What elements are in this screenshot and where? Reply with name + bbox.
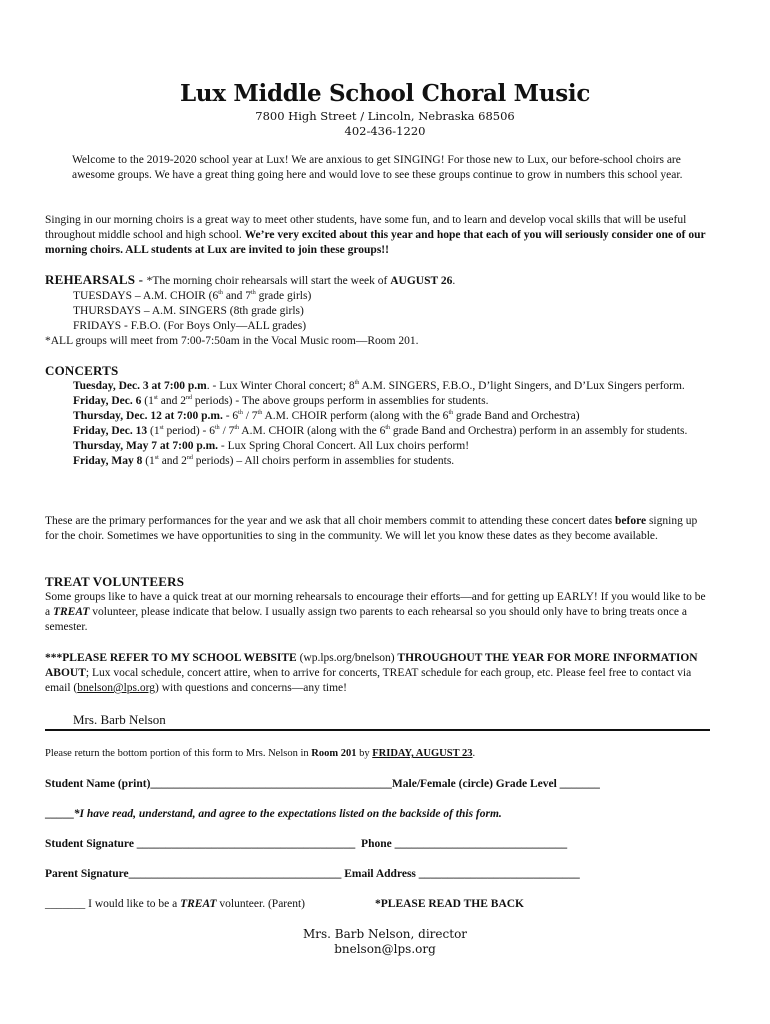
agreement-text: *I have read, understand, and agree to the expectations listed on the backside of this form.: [73, 808, 502, 820]
concert-4-text-b: period) - 6: [163, 425, 216, 437]
concert-item: [45, 454, 705, 469]
read-back-note: [375, 897, 675, 912]
treat-text-a: Some groups like to have a quick treat at our morning rehearsals to encourage their efforts—and for getting up EARLY! If you would like to be a: [45, 591, 706, 618]
rehearsal-friday: FRIDAYS - F.B.O. (For Boys Only—ALL grades): [73, 320, 307, 332]
concert-2-text-a: (1: [141, 395, 154, 407]
rehearsals-lead: *The morning choir rehearsals will start the week of: [146, 275, 391, 287]
treat-heading: TREAT VOLUNTEERS: [45, 574, 185, 589]
return-end: .: [472, 748, 476, 759]
concert-item: [45, 439, 705, 454]
concert-3-sup-1: th: [238, 410, 243, 417]
return-text-b: by: [356, 748, 373, 759]
concert-4-sup-4: th: [385, 425, 391, 432]
concert-1-date: Tuesday, Dec. 3 at 7:00 p.m: [73, 380, 207, 392]
agreement-blank[interactable]: _____: [45, 808, 74, 820]
tuesday-sup-1: th: [218, 290, 223, 297]
concert-3-text-a: - 6: [222, 410, 239, 422]
concert-4-text-a: (1: [147, 425, 160, 437]
tuesday-text-b: and 7: [222, 290, 252, 302]
concert-4-sup-2: th: [215, 425, 220, 432]
concert-item: [45, 379, 705, 394]
concert-6-sup-2: nd: [186, 455, 193, 462]
rehearsals-section: [45, 272, 705, 349]
concert-6-text-c: periods) – All choirs perform in assemblies for students.: [192, 455, 455, 467]
rehearsals-heading-line: [45, 272, 705, 289]
concert-6-date: Friday, May 8: [73, 455, 143, 467]
website-url: (wp.lps.org/bnelson): [296, 652, 398, 664]
page-title: Lux Middle School Choral Music: [179, 80, 591, 107]
footer-email: bnelson@lps.org: [334, 942, 436, 956]
concerts-heading: CONCERTS: [45, 363, 119, 378]
concert-4-date: Friday, Dec. 13: [73, 425, 148, 437]
rehearsal-tuesday: [45, 289, 705, 304]
tuesday-sup-2: th: [251, 290, 256, 297]
agreement-field[interactable]: [45, 807, 705, 822]
concert-4-text-c: / 7: [219, 425, 235, 437]
divider-rule: [45, 729, 710, 731]
concert-6-text-a: (1: [142, 455, 155, 467]
signoff-name: Mrs. Barb Nelson: [73, 712, 166, 727]
concerts-note-text-b: signing up for the choir. Sometimes we have opportunities to sing in the community. We will let you know these dates as they become available.: [45, 515, 698, 542]
concert-3-text-c: A.M. CHOIR perform (along with the 6: [262, 410, 449, 422]
concert-2-date: Friday, Dec. 6: [73, 395, 142, 407]
parent-signature-label: Parent Signature_____________________________________ Email Address ____________________________: [45, 868, 580, 880]
concert-1-sup: th: [354, 380, 360, 387]
concert-item: [45, 409, 705, 424]
treat-volunteer-bold: TREAT: [180, 898, 217, 910]
concert-item: [45, 424, 705, 439]
treat-text-b: volunteer, please indicate that below. I usually assign two parents to each rehearsal so you should only have to bring treats once a semester.: [45, 606, 687, 633]
concert-1-text-b: A.M. SINGERS, F.B.O., D’light Singers, and D’Lux Singers perform.: [359, 380, 685, 392]
return-instructions: [45, 746, 705, 761]
concerts-section: [45, 363, 705, 469]
return-date: FRIDAY, AUGUST 23: [372, 748, 473, 759]
rehearsal-note: *ALL groups will meet from 7:00-7:50am in the Vocal Music room—Room 201.: [45, 335, 419, 347]
concert-4-text-e: grade Band and Orchestra) perform in an assembly for students.: [390, 425, 688, 437]
concert-5-text: - Lux Spring Choral Concert. All Lux choirs perform!: [218, 440, 470, 452]
concert-4-sup-1: st: [159, 425, 164, 432]
concert-4-sup-3: th: [234, 425, 240, 432]
read-back-text: *PLEASE READ THE BACK: [375, 898, 525, 910]
footer-director: Mrs. Barb Nelson, director: [302, 927, 468, 941]
concerts-note-bold: before: [614, 515, 647, 527]
tuesday-text-c: grade girls): [255, 290, 312, 302]
treat-paragraph: [45, 590, 707, 635]
concert-2-sup-2: nd: [185, 395, 192, 402]
student-signature-label: Student Signature ______________________________________ Phone ______________________________: [45, 838, 568, 850]
concert-2-text-b: and 2: [157, 395, 186, 407]
concert-2-text-c: periods) - The above groups perform in assemblies for students.: [191, 395, 489, 407]
return-text-a: Please return the bottom portion of this form to Mrs. Nelson in: [45, 748, 312, 759]
morning-choirs-paragraph: [45, 213, 707, 258]
school-address: 7800 High Street / Lincoln, Nebraska 68506: [255, 109, 515, 123]
concert-item: [45, 394, 705, 409]
website-text-a: ; Lux vocal schedule, concert attire, when to arrive for concerts, TREAT schedule for each group, etc. Please feel free to contact via email (: [45, 667, 692, 694]
concert-4-text-d: A.M. CHOIR (along with the 6: [239, 425, 386, 437]
tuesday-text-a: TUESDAYS – A.M. CHOIR (6: [73, 290, 219, 302]
morning-choirs-bold-text: We’re very excited about this year and hope that each of you will seriously consider one of our morning choirs. ALL students at Lux are invited to join these groups!!: [45, 229, 706, 256]
student-name-field[interactable]: [45, 777, 705, 792]
treat-volunteer-blank[interactable]: _______: [45, 898, 86, 910]
concert-1-text-a: . - Lux Winter Choral concert; 8: [206, 380, 355, 392]
treat-volunteer-text-a: I would like to be a: [85, 898, 181, 910]
email-link[interactable]: bnelson@lps.org: [77, 682, 156, 694]
rehearsals-lead-end: .: [452, 275, 456, 287]
concert-3-date: Thursday, Dec. 12 at 7:00 p.m.: [73, 410, 223, 422]
concert-2-sup-1: st: [153, 395, 158, 402]
treat-section: [45, 574, 707, 635]
concert-6-text-b: and 2: [158, 455, 187, 467]
website-bold-b: THROUGHOUT THE YEAR FOR MORE INFORMATION ABOUT: [45, 652, 698, 679]
morning-choirs-text: Singing in our morning choirs is a great way to meet other students, have some fun, and to learn and develop vocal skills that will be useful throughout middle school and high school.: [45, 214, 687, 241]
website-bold-a: ***PLEASE REFER TO MY SCHOOL WEBSITE: [45, 652, 297, 664]
website-text-b: ) with questions and concerns—any time!: [155, 682, 347, 694]
concert-3-sup-2: th: [257, 410, 263, 417]
student-signature-field[interactable]: [45, 837, 705, 852]
school-phone: 402-436-1220: [344, 124, 426, 138]
website-paragraph: [45, 651, 707, 696]
concert-5-date: Thursday, May 7 at 7:00 p.m.: [73, 440, 219, 452]
rehearsal-thursday: THURSDAYS – A.M. SINGERS (8th grade girls): [73, 305, 304, 317]
rehearsals-start-week: AUGUST 26: [390, 275, 453, 287]
concert-3-text-d: grade Band and Orchestra): [453, 410, 580, 422]
concert-3-text-b: / 7: [242, 410, 258, 422]
concert-6-sup-1: st: [154, 455, 159, 462]
parent-signature-field[interactable]: [45, 867, 705, 882]
treat-volunteer-text-b: volunteer. (Parent): [216, 898, 306, 910]
concert-3-sup-3: th: [448, 410, 454, 417]
concerts-note-text-a: These are the primary performances for the year and we ask that all choir members commit to attending these concert dates: [45, 515, 615, 527]
student-name-label: Student Name (print)__________________________________________Male/Female (circle) Grade Level _______: [45, 778, 600, 790]
treat-bold: TREAT: [52, 606, 90, 618]
return-room: Room 201: [311, 748, 357, 759]
welcome-paragraph: Welcome to the 2019-2020 school year at Lux! We are anxious to get SINGING! For those new to Lux, our before-school choirs are awesome groups. We have a great thing going here and would love to see these groups continue to grow in numbers this school year.: [72, 154, 683, 181]
rehearsals-heading: REHEARSALS -: [45, 272, 147, 287]
concerts-note: [45, 514, 707, 544]
